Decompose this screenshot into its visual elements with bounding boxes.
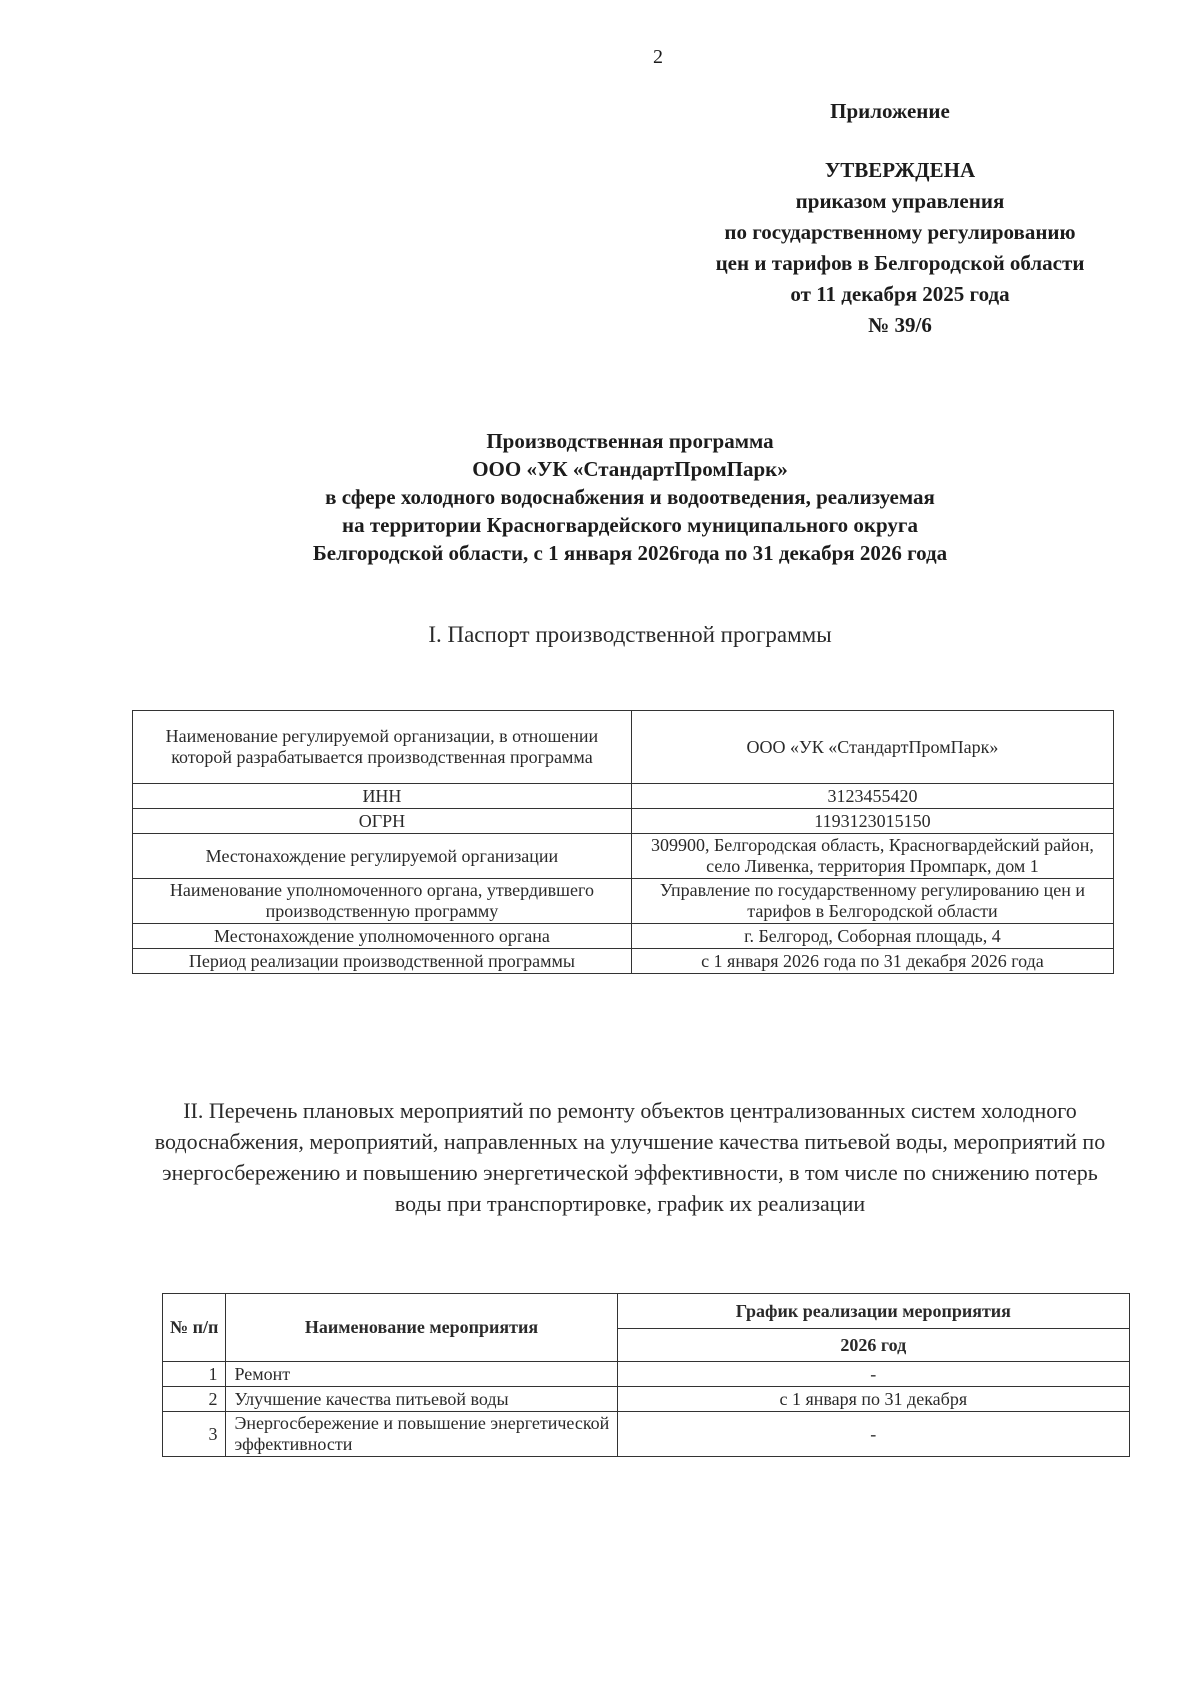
event-number: 3 bbox=[163, 1412, 226, 1457]
passport-label: Местонахождение уполномоченного органа bbox=[133, 924, 632, 949]
table-row bbox=[163, 1362, 1130, 1387]
section-1-heading: I. Паспорт производственной программы bbox=[428, 622, 832, 647]
passport-value: 309900, Белгородская область, Красногвардейский район, село Ливенка, территория Промпарк, дом 1 bbox=[631, 834, 1113, 879]
passport-table bbox=[132, 710, 1114, 974]
event-name: Ремонт bbox=[226, 1362, 617, 1387]
passport-label: ИНН bbox=[133, 784, 632, 809]
approval-line-3: цен и тарифов в Белгородской области bbox=[715, 251, 1085, 275]
passport-label: Наименование уполномоченного органа, утвердившего производственную программу bbox=[133, 879, 632, 924]
approval-date: от 11 декабря 2025 года bbox=[790, 282, 1010, 306]
event-schedule: с 1 января по 31 декабря bbox=[617, 1387, 1129, 1412]
table-row bbox=[133, 711, 1114, 784]
approved-label: УТВЕРЖДЕНА bbox=[824, 158, 976, 182]
table-header-row bbox=[163, 1294, 1130, 1329]
page-number: 2 bbox=[653, 46, 663, 68]
approval-block bbox=[620, 155, 1180, 341]
events-table bbox=[162, 1293, 1130, 1457]
table-row bbox=[163, 1412, 1130, 1457]
approval-line-2: по государственному регулированию bbox=[724, 220, 1076, 244]
table-row bbox=[133, 949, 1114, 974]
appendix-label: Приложение bbox=[830, 99, 950, 123]
column-header-number: № п/п bbox=[163, 1294, 226, 1362]
event-schedule: - bbox=[617, 1362, 1129, 1387]
table-row bbox=[133, 834, 1114, 879]
approval-line-1: приказом управления bbox=[795, 189, 1005, 213]
passport-value: Управление по государственному регулированию цен и тарифов в Белгородской области bbox=[631, 879, 1113, 924]
passport-value: ООО «УК «СтандартПромПарк» bbox=[631, 711, 1113, 784]
table-row bbox=[133, 809, 1114, 834]
passport-value: г. Белгород, Соборная площадь, 4 bbox=[631, 924, 1113, 949]
passport-value: с 1 января 2026 года по 31 декабря 2026 года bbox=[631, 949, 1113, 974]
table-row bbox=[133, 924, 1114, 949]
program-title-line-1: Производственная программа bbox=[486, 429, 774, 453]
table-row bbox=[133, 879, 1114, 924]
passport-label: Наименование регулируемой организации, в отношении которой разрабатывается производственная программа bbox=[133, 711, 632, 784]
event-name: Энергосбережение и повышение энергетической эффективности bbox=[226, 1412, 617, 1457]
column-header-schedule: График реализации мероприятия bbox=[617, 1294, 1129, 1329]
passport-label: Период реализации производственной программы bbox=[133, 949, 632, 974]
column-header-name: Наименование мероприятия bbox=[226, 1294, 617, 1362]
approval-number: № 39/6 bbox=[868, 313, 932, 337]
table-row bbox=[163, 1387, 1130, 1412]
program-title-line-5: Белгородской области, с 1 января 2026года по 31 декабря 2026 года bbox=[312, 541, 948, 565]
event-name: Улучшение качества питьевой воды bbox=[226, 1387, 617, 1412]
event-number: 1 bbox=[163, 1362, 226, 1387]
passport-label: Местонахождение регулируемой организации bbox=[133, 834, 632, 879]
program-title-line-4: на территории Красногвардейского муниципального округа bbox=[342, 513, 918, 537]
program-title-line-2: ООО «УК «СтандартПромПарк» bbox=[472, 457, 788, 481]
passport-label: ОГРН bbox=[133, 809, 632, 834]
program-title bbox=[140, 427, 1120, 567]
program-title-line-3: в сфере холодного водоснабжения и водоотведения, реализуемая bbox=[325, 485, 935, 509]
event-schedule: - bbox=[617, 1412, 1129, 1457]
section-2-heading: II. Перечень плановых мероприятий по ремонту объектов централизованных систем холодного водоснабжения, мероприятий, направленных на улучшение качества питьевой воды, мероприятий по энергосбережению и повышению энергетической эффективности, в том числе по снижению потерь воды при транспортировке, график их реализации bbox=[154, 1098, 1106, 1216]
table-row bbox=[133, 784, 1114, 809]
event-number: 2 bbox=[163, 1387, 226, 1412]
passport-value: 1193123015150 bbox=[631, 809, 1113, 834]
passport-value: 3123455420 bbox=[631, 784, 1113, 809]
column-header-year: 2026 год bbox=[617, 1329, 1129, 1362]
